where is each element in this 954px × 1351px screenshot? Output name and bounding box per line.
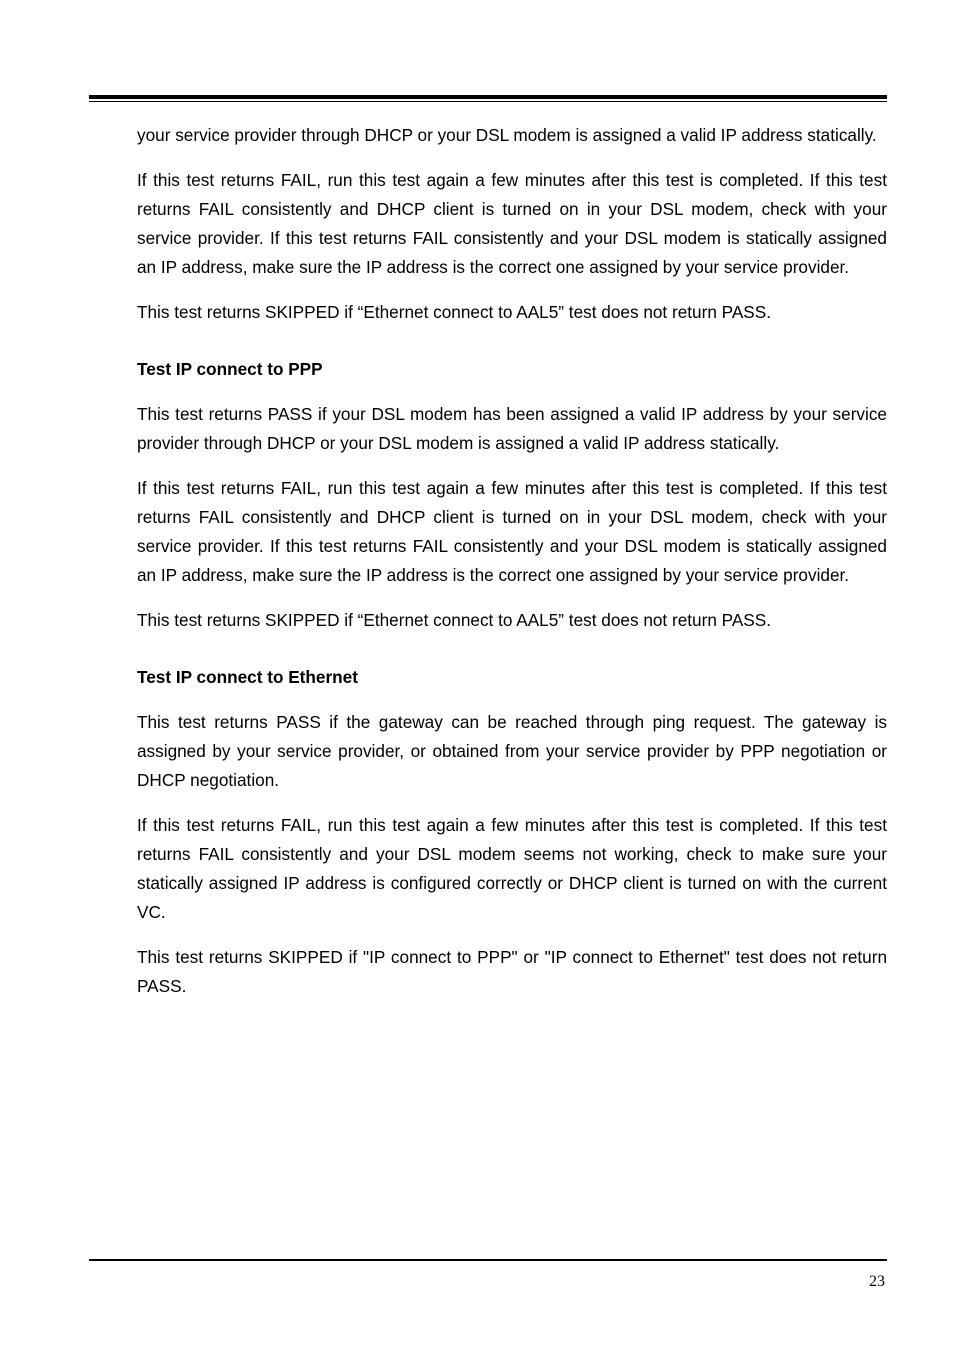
ppp-paragraph-2: If this test returns FAIL, run this test again a few minutes after this test is completed. If this test returns FAIL consistently and DHCP client is turned on in your DSL modem, check with your service provider. If this test returns FAIL consistently and your DSL modem is statically assigned an IP address, make sure the IP address is the correct one assigned by your service provider. — [137, 478, 887, 585]
footer-rule — [89, 1259, 887, 1261]
header-rule-thick — [89, 95, 887, 99]
intro-paragraph-3: This test returns SKIPPED if “Ethernet connect to AAL5” test does not return PASS. — [137, 302, 772, 322]
header-rule-thin — [89, 101, 887, 102]
ppp-paragraph-3: This test returns SKIPPED if “Ethernet connect to AAL5” test does not return PASS. — [137, 610, 772, 630]
page-number: 23 — [869, 1273, 885, 1290]
page-body — [137, 121, 887, 1017]
ethernet-paragraph-2: If this test returns FAIL, run this test again a few minutes after this test is completed. If this test returns FAIL consistently and your DSL modem seems not working, check to make sure your statically assigned IP address is configured correctly or DHCP client is turned on with the current VC. — [137, 815, 887, 922]
ethernet-paragraph-1: This test returns PASS if the gateway can be reached through ping request. The gateway is assigned by your service provider, or obtained from your service provider by PPP negotiation or DHCP negotiation. — [137, 712, 887, 790]
intro-paragraph-2: If this test returns FAIL, run this test again a few minutes after this test is completed. If this test returns FAIL consistently and DHCP client is turned on in your DSL modem, check with your service provider. If this test returns FAIL consistently and your DSL modem is statically assigned an IP address, make sure the IP address is the correct one assigned by your service provider. — [137, 170, 887, 277]
intro-paragraph-1: your service provider through DHCP or your DSL modem is assigned a valid IP address statically. — [137, 125, 877, 145]
section-heading-ppp: Test IP connect to PPP — [137, 359, 323, 379]
ppp-paragraph-1: This test returns PASS if your DSL modem has been assigned a valid IP address by your service provider through DHCP or your DSL modem is assigned a valid IP address statically. — [137, 404, 887, 453]
section-heading-ethernet: Test IP connect to Ethernet — [137, 667, 358, 687]
ethernet-paragraph-3: This test returns SKIPPED if "IP connect to PPP" or "IP connect to Ethernet" test does not return PASS. — [137, 947, 887, 996]
